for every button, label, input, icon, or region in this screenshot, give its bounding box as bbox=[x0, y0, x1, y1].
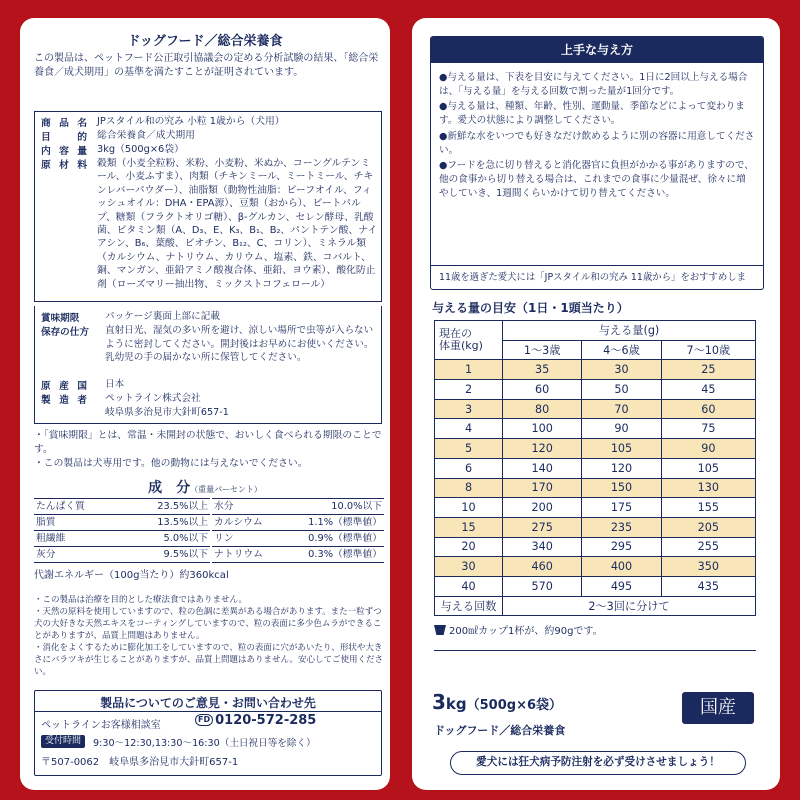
amount-cell: 80 bbox=[503, 399, 582, 419]
amount-cell: 275 bbox=[503, 517, 582, 537]
times-value: 2〜3回に分けて bbox=[503, 596, 756, 616]
spec-label: 保存の仕方 bbox=[41, 327, 89, 338]
amount-cell: 570 bbox=[503, 576, 582, 596]
nutrient-row: 粗繊維 5.0%以下 bbox=[34, 531, 210, 547]
spec-label: 原産国 bbox=[41, 381, 87, 392]
table-row bbox=[435, 458, 756, 478]
nutrient-row: 水分 10.0%以下 bbox=[212, 499, 384, 515]
table-row bbox=[435, 399, 756, 419]
guide-paragraph: ●フードを急に切り替えると消化器官に負担がかかる事がありますので、他の食事から切り替える場合は、これまでの食事に少量混ぜ、徐々に増やしていき、1週間くらいかけて切り替えてください。 bbox=[439, 160, 754, 199]
rabies-notice: 愛犬には狂犬病予防注射を必ず受けさせましょう！ bbox=[450, 751, 746, 775]
contact-box bbox=[34, 690, 382, 776]
amount-cell: 70 bbox=[582, 399, 661, 419]
storage-box bbox=[34, 306, 382, 424]
weight-cell: 15 bbox=[435, 517, 503, 537]
amount-cell: 200 bbox=[503, 498, 582, 518]
left-panel bbox=[20, 18, 390, 790]
header-age: 4〜6歳 bbox=[582, 340, 661, 360]
spec-value: ペットライン株式会社 bbox=[105, 393, 201, 404]
weight-cell: 5 bbox=[435, 439, 503, 459]
contact-title: 製品についてのご意見・お問い合わせ先 bbox=[100, 696, 316, 710]
amount-cell: 235 bbox=[582, 517, 661, 537]
right-panel bbox=[412, 18, 780, 790]
amount-cell: 295 bbox=[582, 537, 661, 557]
product-type: ドッグフード／総合栄養食 bbox=[434, 724, 566, 737]
amount-cell: 60 bbox=[503, 380, 582, 400]
contact-address: 〒507-0062 岐阜県多治見市大針町657-1 bbox=[41, 757, 239, 768]
note-line: ・天然の原料を使用していますので、粒の色調に差異がある場合があります。また一粒ずつ犬の大好きな天然エキスをコーティングしていますので、粒の表面に多少色ムラができることがありますが、品質上問題はありません。 bbox=[34, 607, 382, 642]
contact-name: ペットラインお客様相談室 bbox=[41, 720, 161, 731]
header-amount: 与える量(g) bbox=[503, 321, 756, 341]
spec-label: 製造者 bbox=[41, 395, 87, 406]
amount-cell: 255 bbox=[661, 537, 755, 557]
amount-cell: 400 bbox=[582, 557, 661, 577]
note-line: ・消化をよくするために膨化加工をしていますので、粒の表面に穴があいたり、形状や大きさにバラツキが生じることがありますが、品質上問題はありません。安心してご使用ください。 bbox=[34, 643, 384, 678]
amount-cell: 170 bbox=[503, 478, 582, 498]
feeding-guide-box bbox=[430, 36, 764, 290]
spec-value: パッケージ裏面上部に記載 bbox=[105, 311, 220, 322]
amount-cell: 140 bbox=[503, 458, 582, 478]
amount-cell: 105 bbox=[661, 458, 755, 478]
weight-cell: 20 bbox=[435, 537, 503, 557]
nutrient-row: たんぱく質 23.5%以上 bbox=[34, 499, 210, 515]
amount-cell: 205 bbox=[661, 517, 755, 537]
table-row bbox=[435, 439, 756, 459]
amount-cell: 495 bbox=[582, 576, 661, 596]
table-row bbox=[435, 498, 756, 518]
guide-paragraph: ●与える量は、下表を目安に与えてください。1日に2回以上与える場合は、「与える量」を与える回数で割った量が1回分です。 bbox=[439, 72, 748, 97]
amount-cell: 175 bbox=[582, 498, 661, 518]
header-age: 1〜3歳 bbox=[503, 340, 582, 360]
header-age: 7〜10歳 bbox=[661, 340, 755, 360]
spec-value: 直射日光、湿気の多い所を避け、涼しい場所で虫等が入らないように密封してください。開封後はお早めにお使いください。乳幼児の手の届かない所に保管してください。 bbox=[105, 325, 374, 364]
weight-cell: 40 bbox=[435, 576, 503, 596]
intro-text: この製品は、ペットフード公正取引協議会の定める分析試験の結果、「総合栄養食／成犬期用」の基準を満たすことが証明されています。 bbox=[34, 53, 379, 79]
amount-cell: 120 bbox=[582, 458, 661, 478]
amount-cell: 90 bbox=[661, 439, 755, 459]
cup-text: 200㎖カップ1杯が、約90gです。 bbox=[449, 626, 603, 637]
domestic-badge: 国産 bbox=[682, 692, 754, 724]
weight-cell: 2 bbox=[435, 380, 503, 400]
guide-paragraph: ●与える量は、種類、年齢、性別、運動量、季節などによって変わります。愛犬の状態により調整してください。 bbox=[439, 101, 745, 127]
nutrient-row: 灰分 9.5%以下 bbox=[34, 547, 210, 563]
nutrient-row: カルシウム 1.1%（標準値） bbox=[212, 515, 384, 531]
note-line: ・この製品は治療を目的とした療法食ではありません。 bbox=[34, 595, 248, 605]
nutrients-left bbox=[34, 498, 210, 562]
freedial-icon: FD bbox=[195, 714, 213, 726]
spec-value: 岐阜県多治見市大針町657-1 bbox=[105, 407, 229, 418]
table-row bbox=[435, 360, 756, 380]
weight-cell: 1 bbox=[435, 360, 503, 380]
amount-cell: 100 bbox=[503, 419, 582, 439]
table-row bbox=[435, 517, 756, 537]
amount-cell: 155 bbox=[661, 498, 755, 518]
hours-text: 9:30〜12:30,13:30〜16:30（土日祝日等を除く） bbox=[93, 738, 316, 749]
divider bbox=[35, 711, 381, 712]
cup-note bbox=[434, 622, 756, 637]
table-body bbox=[435, 360, 756, 596]
table-row bbox=[435, 478, 756, 498]
table-row bbox=[435, 419, 756, 439]
amount-cell: 105 bbox=[582, 439, 661, 459]
table-row bbox=[435, 537, 756, 557]
cup-icon bbox=[434, 625, 446, 635]
left-title: ドッグフード／総合栄養食 bbox=[127, 34, 283, 49]
spec-label: 原材料 bbox=[41, 160, 87, 171]
table-row bbox=[435, 380, 756, 400]
table-row bbox=[435, 576, 756, 596]
nutrients-heading: 成 分 bbox=[148, 480, 191, 496]
amount-cell: 45 bbox=[661, 380, 755, 400]
energy-text: 代謝エネルギー（100g当たり）約360kcal bbox=[34, 570, 229, 581]
table-row bbox=[435, 557, 756, 577]
note-line: ・この製品は犬専用です。他の動物には与えないでください。 bbox=[34, 458, 308, 470]
amount-cell: 130 bbox=[661, 478, 755, 498]
spec-value: 穀類（小麦全粒粉、米粉、小麦粉、米ぬか、コーングルテンミール、小麦ふすま）、肉類（チキンミール、ミートミール、チキンレバーパウダー）、油脂類（動物性油脂：ビーフオイル、フィッシュオイル：DHA・EPA源）、豆類（おから）、ビートパルプ、糖類（フラクトオリゴ糖）、β-グルカン、セレン酵母、乳酸菌、ビタミン類（A、D₃、E、K₃、B₁、B₂、パントテン酸、ナイアシン、B₆、葉酸、ビオチン、B₁₂、C、コリン）、ミネラル類（カルシウム、ナトリウム、カリウム、塩素、鉄、コバルト、銅、マンガン、亜鉛アミノ酸複合体、亜鉛、ヨウ素）、酸化防止剤（ローズマリー抽出物、ミックストコフェロール） bbox=[97, 158, 378, 290]
spec-value: 3kg（500g×6袋） bbox=[97, 144, 184, 155]
hours-label: 受付時間 bbox=[41, 735, 85, 748]
net-weight: 3kg（500g×6袋） bbox=[432, 690, 563, 714]
header-weight: 現在の 体重(kg) bbox=[435, 321, 503, 360]
divider bbox=[434, 650, 756, 651]
nutrients-title bbox=[20, 477, 390, 497]
amount-cell: 150 bbox=[582, 478, 661, 498]
weight-cell: 3 bbox=[435, 399, 503, 419]
amount-cell: 75 bbox=[661, 419, 755, 439]
amount-cell: 60 bbox=[661, 399, 755, 419]
product-notes bbox=[34, 594, 386, 678]
note-line: ・「賞味期限」とは、常温・未開封の状態で、おいしく食べられる期限のことです。 bbox=[34, 430, 382, 456]
amount-cell: 435 bbox=[661, 576, 755, 596]
times-label: 与える回数 bbox=[435, 596, 503, 616]
feeding-table bbox=[434, 320, 756, 616]
amount-cell: 90 bbox=[582, 419, 661, 439]
amount-cell: 50 bbox=[582, 380, 661, 400]
spec-value: 日本 bbox=[105, 379, 125, 390]
weight-cell: 4 bbox=[435, 419, 503, 439]
amount-cell: 30 bbox=[582, 360, 661, 380]
amount-cell: 25 bbox=[661, 360, 755, 380]
table-row-times bbox=[435, 596, 756, 616]
weight-cell: 10 bbox=[435, 498, 503, 518]
guide-body bbox=[439, 71, 755, 202]
weight-cell: 6 bbox=[435, 458, 503, 478]
weight-cell: 30 bbox=[435, 557, 503, 577]
spec-value: 総合栄養食／成犬期用 bbox=[97, 130, 195, 141]
guide-paragraph: ●新鮮な水をいつでも好きなだけ飲めるように別の容器に用意してください。 bbox=[439, 130, 755, 156]
guide-title: 上手な与え方 bbox=[431, 37, 763, 63]
weight-cell: 8 bbox=[435, 478, 503, 498]
nutrient-row: 脂質 13.5%以上 bbox=[34, 515, 210, 531]
spec-box bbox=[34, 111, 382, 302]
spec-label: 目的 bbox=[41, 132, 87, 143]
amount-cell: 340 bbox=[503, 537, 582, 557]
spec-label: 商品名 bbox=[41, 118, 87, 129]
spec-label: 内容量 bbox=[41, 146, 87, 157]
amount-cell: 120 bbox=[503, 439, 582, 459]
amount-cell: 460 bbox=[503, 557, 582, 577]
amount-cell: 35 bbox=[503, 360, 582, 380]
nutrient-row: リン 0.9%（標準値） bbox=[212, 531, 384, 547]
spec-label: 賞味期限 bbox=[41, 313, 80, 324]
notes bbox=[34, 429, 384, 472]
spec-value: JPスタイル和の究み 小粒 1歳から（犬用） bbox=[97, 116, 285, 127]
table-title: 与える量の目安（1日・1頭当たり） bbox=[432, 301, 629, 315]
phone-number: 0120-572-285 bbox=[215, 713, 317, 728]
contact-phone[interactable] bbox=[195, 713, 316, 728]
amount-cell: 350 bbox=[661, 557, 755, 577]
nutrients-right bbox=[212, 498, 384, 562]
nutrient-row: ナトリウム 0.3%（標準値） bbox=[212, 547, 384, 563]
guide-recommend: 11歳を過ぎた愛犬には「JPスタイル和の究み 11歳から」をおすすめしま bbox=[431, 265, 763, 290]
nutrients-sub: （重量パーセント） bbox=[190, 485, 262, 494]
